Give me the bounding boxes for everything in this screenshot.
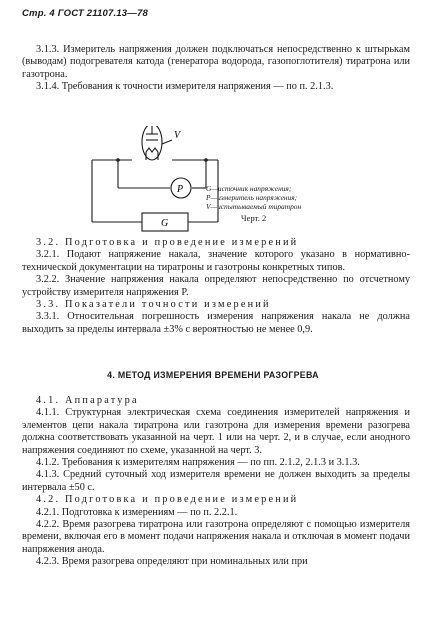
heading-4-2: 4.2. Подготовка и проведение измерений	[36, 494, 299, 506]
label-p: P	[177, 184, 184, 195]
label-g: G	[161, 218, 169, 229]
label-v: V	[174, 130, 181, 141]
heading-4-1: 4.1. Аппаратура	[36, 395, 139, 406]
heading-3-2: 3.2. Подготовка и проведение измерений	[36, 237, 299, 248]
section-4-title: 4. МЕТОД ИЗМЕРЕНИЯ ВРЕМЕНИ РАЗОГРЕВА	[107, 370, 319, 380]
paragraph-3-1-3: 3.1.3. Измеритель напряжения должен подключаться непосредственно к штырькам (выводам) подогревателя катода (генератора водорода, газопоглотителя) тиратрона или газотрона.	[22, 44, 410, 80]
section-3-1-text	[22, 44, 410, 94]
figure-legend	[206, 184, 301, 211]
paragraph-3-1-4: 3.1.4. Требования к точности измерителя напряжения — по п. 2.1.3.	[36, 81, 334, 93]
paragraph-4-2-1: 4.2.1. Подготовка к измерениям — по п. 2.2.1.	[36, 506, 238, 518]
section-4-text	[22, 395, 410, 569]
paragraph-3-2-2: 3.2.2. Значение напряжения накала определяют непосредственно по отсчетному устройству измерителя напряжения P.	[22, 274, 410, 298]
legend-item-p: P—измеритель напряжения;	[206, 193, 298, 202]
legend-item-v: V—испытываемый тиратрон	[206, 202, 302, 211]
section-3-2-3-3-text	[22, 237, 410, 336]
paragraph-4-1-1: 4.1.1. Структурная электрическая схема соединения измерителей напряжения и элементов цепи накала тиратрона или газотрона для измерения времени разогрева должна соответствовать указанной на черт. 1 или на черт. 2, и в случае, если анодного напряжения соединяют по схеме, указанной на черт. 3.	[22, 407, 410, 456]
heading-3-3: 3.3. Показатели точности измерений	[36, 299, 271, 311]
paragraph-4-1-3: 4.1.3. Средний суточный ход измерителя времени не должен выходить за пределы интервала ±50 с.	[22, 469, 410, 493]
page-header: Стр. 4 ГОСТ 21107.13—78	[22, 8, 148, 19]
paragraph-3-2-1: 3.2.1. Подают напряжение накала, значение которого указано в нормативно-технической документации на тиратроны и газотроны конкретных типов.	[22, 249, 410, 273]
paragraph-3-3-1: 3.3.1. Относительная погрешность измерения напряжения накала не должна выходить за пределы интервала ±3% с вероятностью не менее 0,9.	[22, 311, 410, 335]
circuit-figure	[22, 126, 410, 236]
figure-caption: Черт. 2	[241, 213, 267, 223]
paragraph-4-1-2: 4.1.2. Требования к измерителям напряжения — по пп. 2.1.2, 2.1.3 и 3.1.3.	[36, 457, 360, 469]
paragraph-4-2-3: 4.2.3. Время разогрева определяют при номинальных или при	[36, 556, 308, 568]
circuit-diagram	[22, 126, 410, 236]
legend-item-g: G—источник напряжения;	[206, 184, 292, 193]
paragraph-4-2-2: 4.2.2. Время разогрева тиратрона или газотрона определяют с помощью измерителя времени, включая его в момент подачи напряжения накала и отключая в момент подачи напряжения анода.	[22, 519, 410, 555]
